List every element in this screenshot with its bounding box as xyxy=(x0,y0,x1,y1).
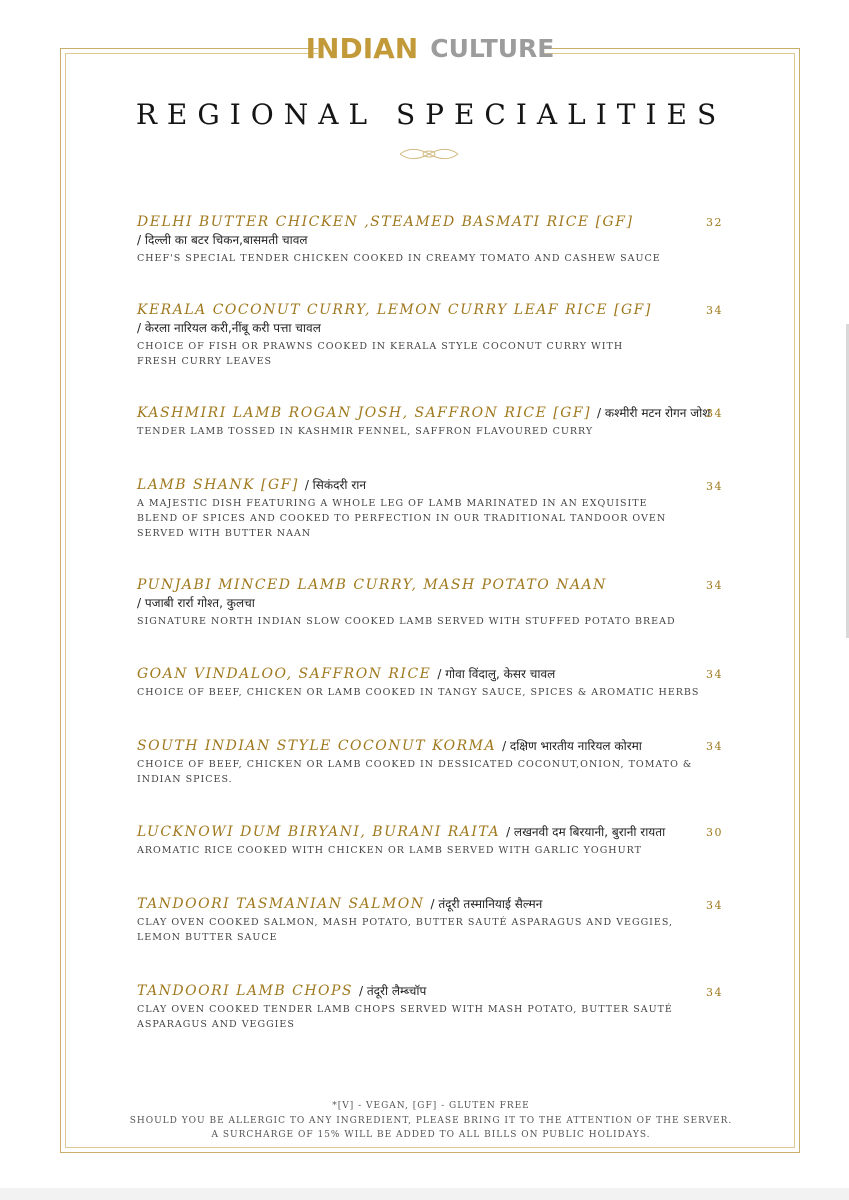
item-description xyxy=(137,496,727,541)
item-title: KERALA COCONUT CURRY, LEMON CURRY LEAF RICE [GF] xyxy=(137,302,652,318)
footer-surcharge-note: A SURCHARGE OF 15% WILL BE ADDED TO ALL BILLS ON PUBLIC HOLIDAYS. xyxy=(211,1130,651,1140)
item-description-line: TENDER LAMB TOSSED IN KASHMIR FENNEL, SAFFRON FLAVOURED CURRY xyxy=(137,426,594,437)
item-description xyxy=(137,757,727,787)
logo-word-culture: CULTURE xyxy=(430,33,555,63)
menu-item xyxy=(137,982,727,1032)
item-price: 34 xyxy=(706,986,723,999)
item-description-line: CHOICE OF BEEF, CHICKEN OR LAMB COOKED IN TANGY SAUCE, SPICES & AROMATIC HERBS xyxy=(137,687,700,698)
item-description xyxy=(137,685,727,700)
item-title xyxy=(137,404,727,422)
menu-item xyxy=(137,213,727,266)
item-hindi-name: / सिकंदरी रान xyxy=(304,478,367,492)
item-title-text: LUCKNOWI DUM BIRYANI, BURANI RAITA xyxy=(137,824,501,840)
item-description xyxy=(137,614,727,629)
item-price: 34 xyxy=(706,899,723,912)
item-price: 34 xyxy=(706,668,723,681)
item-title: PUNJABI MINCED LAMB CURRY, MASH POTATO NAAN xyxy=(137,577,607,593)
item-hindi-name: / तंदूरी तस्मानियाई सैल्मन xyxy=(430,897,543,911)
restaurant-logo xyxy=(305,28,555,68)
item-description-line: LEMON BUTTER SAUCE xyxy=(137,932,278,943)
item-hindi-name: / दक्षिण भारतीय नारियल कोरमा xyxy=(502,739,642,753)
item-description-line: AROMATIC RICE COOKED WITH CHICKEN OR LAMB SERVED WITH GARLIC YOGHURT xyxy=(137,845,642,856)
menu-item xyxy=(137,665,727,700)
menu-item xyxy=(137,476,727,541)
item-price: 34 xyxy=(706,579,723,592)
item-price: 34 xyxy=(706,304,723,317)
item-hindi-name: / गोवा विंदालु, केसर चावल xyxy=(437,667,556,681)
menu-item xyxy=(137,895,727,945)
item-title xyxy=(137,895,727,913)
footer-dietary-note: *[V] - VEGAN, [GF] - GLUTEN FREE xyxy=(332,1101,530,1111)
item-title-text: TANDOORI LAMB CHOPS xyxy=(137,983,354,999)
item-description-line: CLAY OVEN COOKED TENDER LAMB CHOPS SERVED WITH MASH POTATO, BUTTER SAUTÉ xyxy=(137,1004,673,1015)
item-description-line: CHEF'S SPECIAL TENDER CHICKEN COOKED IN CREAMY TOMATO AND CASHEW SAUCE xyxy=(137,253,661,264)
footer-allergy-note: SHOULD YOU BE ALLERGIC TO ANY INGREDIENT, PLEASE BRING IT TO THE ATTENTION OF THE SERVER. xyxy=(129,1116,733,1126)
item-price: 32 xyxy=(706,216,723,229)
item-hindi-name: / केरला नारियल करी,नींबू करी पत्ता चावल xyxy=(137,321,321,335)
menu-item xyxy=(137,576,727,629)
item-description xyxy=(137,843,727,858)
item-description xyxy=(137,424,727,439)
item-hindi-name: / लखनवी दम बिरयानी, बुरानी रायता xyxy=(506,825,666,839)
menu-item xyxy=(137,737,727,787)
item-description xyxy=(137,1002,727,1032)
menu-item xyxy=(137,301,727,369)
item-description-line: BLEND OF SPICES AND COOKED TO PERFECTION IN OUR TRADITIONAL TANDOOR OVEN xyxy=(137,513,667,524)
item-title-text: TANDOORI TASMANIAN SALMON xyxy=(137,896,425,912)
item-description xyxy=(137,339,727,369)
item-description-line: CLAY OVEN COOKED SALMON, MASH POTATO, BUTTER SAUTÉ ASPARAGUS AND VEGGIES, xyxy=(137,917,674,928)
item-description xyxy=(137,251,727,266)
item-description-line: ASPARAGUS AND VEGGIES xyxy=(137,1019,295,1030)
item-title-text: KASHMIRI LAMB ROGAN JOSH, SAFFRON RICE [GF] xyxy=(137,405,592,421)
item-title-text: SOUTH INDIAN STYLE COCONUT KORMA xyxy=(137,738,497,754)
item-description-line: CHOICE OF BEEF, CHICKEN OR LAMB COOKED IN DESSICATED COCONUT,ONION, TOMATO & xyxy=(137,759,693,770)
item-description-line: A MAJESTIC DISH FEATURING A WHOLE LEG OF LAMB MARINATED IN AN EXQUISITE xyxy=(137,498,648,509)
item-title-text: LAMB SHANK [GF] xyxy=(137,477,299,493)
flourish-ornament-icon xyxy=(398,144,460,164)
item-price: 34 xyxy=(706,480,723,493)
item-price: 34 xyxy=(706,740,723,753)
item-title: DELHI BUTTER CHICKEN ,STEAMED BASMATI RICE [GF] xyxy=(137,214,634,230)
item-title-text: GOAN VINDALOO, SAFFRON RICE xyxy=(137,666,432,682)
item-description xyxy=(137,915,727,945)
item-price: 34 xyxy=(706,407,723,420)
menu-item xyxy=(137,404,727,439)
item-price: 30 xyxy=(706,826,723,839)
page-title: REGIONAL SPECIALITIES xyxy=(135,98,727,131)
menu-item xyxy=(137,823,727,858)
item-title xyxy=(137,823,727,841)
item-title xyxy=(137,982,727,1000)
item-description-line: SERVED WITH BUTTER NAAN xyxy=(137,528,312,539)
logo-word-indian: INDIAN xyxy=(305,31,419,65)
item-title xyxy=(137,476,727,494)
item-description-line: FRESH CURRY LEAVES xyxy=(137,356,273,367)
item-hindi-name: / कश्मीरी मटन रोगन जोश xyxy=(597,406,711,420)
item-description-line: CHOICE OF FISH OR PRAWNS COOKED IN KERALA STYLE COCONUT CURRY WITH xyxy=(137,341,624,352)
item-description-line: INDIAN SPICES. xyxy=(137,774,233,785)
item-hindi-name: / दिल्ली का बटर चिकन,बासमती चावल xyxy=(137,233,308,247)
item-description-line: SIGNATURE NORTH INDIAN SLOW COOKED LAMB SERVED WITH STUFFED POTATO BREAD xyxy=(137,616,676,627)
item-hindi-name: / तंदूरी लैम्ब्चॉप xyxy=(358,984,427,998)
item-hindi-name: / पजाबी रार्रा गोश्त, कुलचा xyxy=(137,596,255,610)
item-title xyxy=(137,665,727,683)
item-title xyxy=(137,737,727,755)
